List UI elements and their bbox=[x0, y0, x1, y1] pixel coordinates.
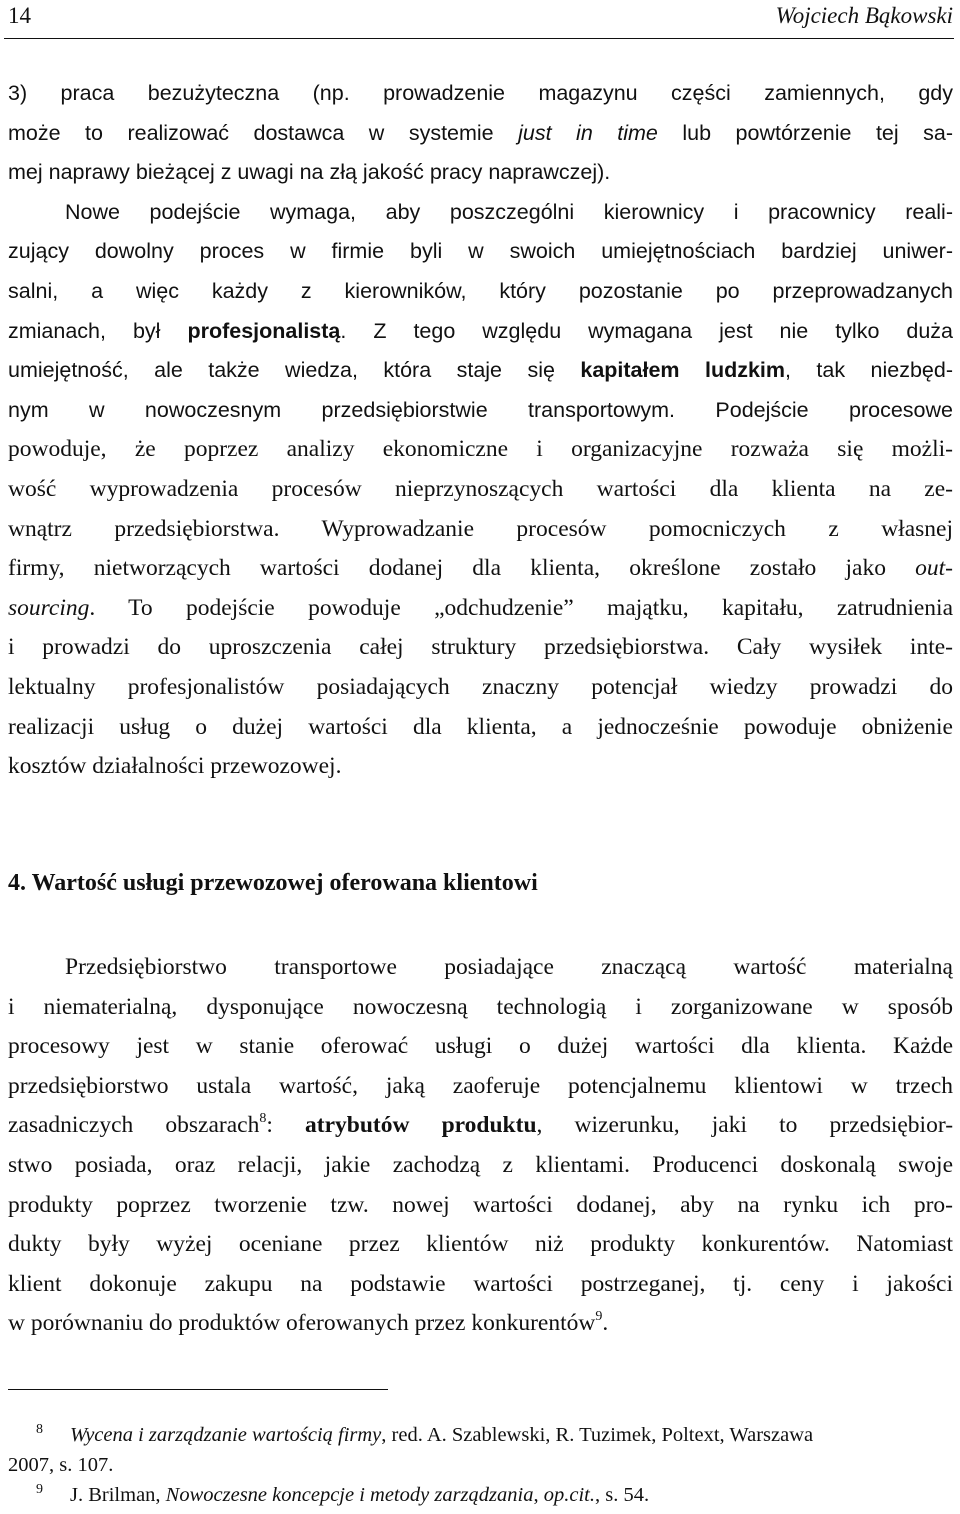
text-line: dukty były wyżej oceniane przez klientów niż produkty konkurentów. Natomiast bbox=[8, 1231, 953, 1258]
text-line: wnątrz przedsiębiorstwa. Wyprowadzanie procesów pomocniczych z własnej bbox=[8, 515, 953, 542]
text-line: mej naprawy bieżącej z uwagi na złą jakość pracy naprawczej). bbox=[8, 160, 611, 185]
paragraph-1 bbox=[8, 74, 953, 787]
running-header bbox=[8, 0, 953, 38]
text-line: produkty poprzez tworzenie tzw. nowej wartości dodanej, aby na rynku ich pro- bbox=[8, 1191, 953, 1218]
text-line: realizacji usług o dużej wartości dla klienta, a jednocześnie powoduje obniżenie bbox=[8, 713, 953, 740]
footnote-8: 8 Wycena i zarządzanie wartością firmy, red. A. Szablewski, R. Tuzimek, Poltext, Warszawa bbox=[36, 1422, 814, 1446]
text-line: umiejętność, ale także wiedza, która staje się kapitałem ludzkim, tak niezbęd- bbox=[8, 358, 953, 383]
text-line: nym w nowoczesnym przedsiębiorstwie transportowym. Podejście procesowe bbox=[8, 397, 953, 422]
text-line: w porównaniu do produktów oferowanych przez konkurentów$^9$. bbox=[8, 1309, 609, 1337]
text-line: Nowe podejście wymaga, aby poszczególni kierownicy i pracownicy reali- bbox=[65, 199, 953, 224]
text-line: sourcing. To podejście powoduje „odchudzenie” majątku, kapitału, zatrudnienia bbox=[8, 594, 953, 621]
footnotes bbox=[8, 1420, 953, 1510]
text-line: zasadniczych obszarach$^8$: atrybutów produktu, wizerunku, jaki to przedsiębior- bbox=[8, 1111, 953, 1139]
text-line: i niematerialną, dysponujące nowoczesną technologią i zorganizowane w sposób bbox=[8, 993, 953, 1020]
text-line: firmy, nietworzących wartości dodanej dla klienta, określone zostało jako out- bbox=[8, 555, 953, 582]
footnote-9: 9 J. Brilman, Nowoczesne koncepcje i metody zarządzania, op.cit., s. 54. bbox=[36, 1482, 650, 1506]
footnote-ref-8: 8 bbox=[259, 1111, 267, 1127]
text-line: kosztów działalności przewozowej. bbox=[8, 753, 342, 780]
text-line: przedsiębiorstwo ustala wartość, jaką zaoferuje potencjalnemu klientowi w trzech bbox=[8, 1072, 953, 1099]
text-line: Przedsiębiorstwo transportowe posiadające znaczącą wartość materialną bbox=[65, 954, 953, 980]
text-line: powoduje, że poprzez analizy ekonomiczne i organizacyjne rozważa się możli- bbox=[8, 436, 953, 463]
text-line: procesowy jest w stanie oferować usługi o dużej wartości dla klienta. Każde bbox=[8, 1033, 953, 1060]
footnote-ref-9: 9 bbox=[595, 1309, 603, 1325]
text-line: klient dokonuje zakupu na podstawie wartości postrzeganej, tj. ceny i jakości bbox=[8, 1270, 953, 1297]
page-number: 14 bbox=[8, 3, 31, 28]
text-line: stwo posiada, oraz relacji, jakie zachodzą z klientami. Producenci doskonalą swoje bbox=[8, 1151, 953, 1178]
running-header-author: Wojciech Bąkowski bbox=[775, 3, 953, 28]
text-line: i prowadzi do uproszczenia całej struktury przedsiębiorstwa. Cały wysiłek inte- bbox=[8, 634, 953, 661]
text-line: zujący dowolny proces w firmie byli w swoich umiejętnościach bardziej uniwer- bbox=[8, 239, 953, 264]
text-line: wość wyprowadzenia procesów nieprzynoszących wartości dla klienta na ze- bbox=[8, 475, 953, 502]
section-heading: 4. Wartość usługi przewozowej oferowana klientowi bbox=[8, 870, 538, 896]
text-line: zmianach, był profesjonalistą. Z tego względu wymagana jest nie tylko duża bbox=[8, 318, 953, 343]
footnote-rule bbox=[8, 1389, 388, 1390]
footnote-8-cont: 2007, s. 107. bbox=[8, 1454, 114, 1476]
text-line: salni, a więc każdy z kierowników, który pozostanie po przeprowadzanych bbox=[8, 278, 953, 303]
text-line: lektualny profesjonalistów posiadających znaczny potencjał wiedzy prowadzi do bbox=[8, 673, 953, 700]
text-line: może to realizować dostawca w systemie just in time lub powtórzenie tej sa- bbox=[8, 120, 953, 145]
text-line: 3) praca bezużyteczna (np. prowadzenie magazynu części zamiennych, gdy bbox=[8, 81, 953, 105]
paragraph-2 bbox=[8, 948, 953, 1344]
header-rule bbox=[4, 38, 954, 39]
